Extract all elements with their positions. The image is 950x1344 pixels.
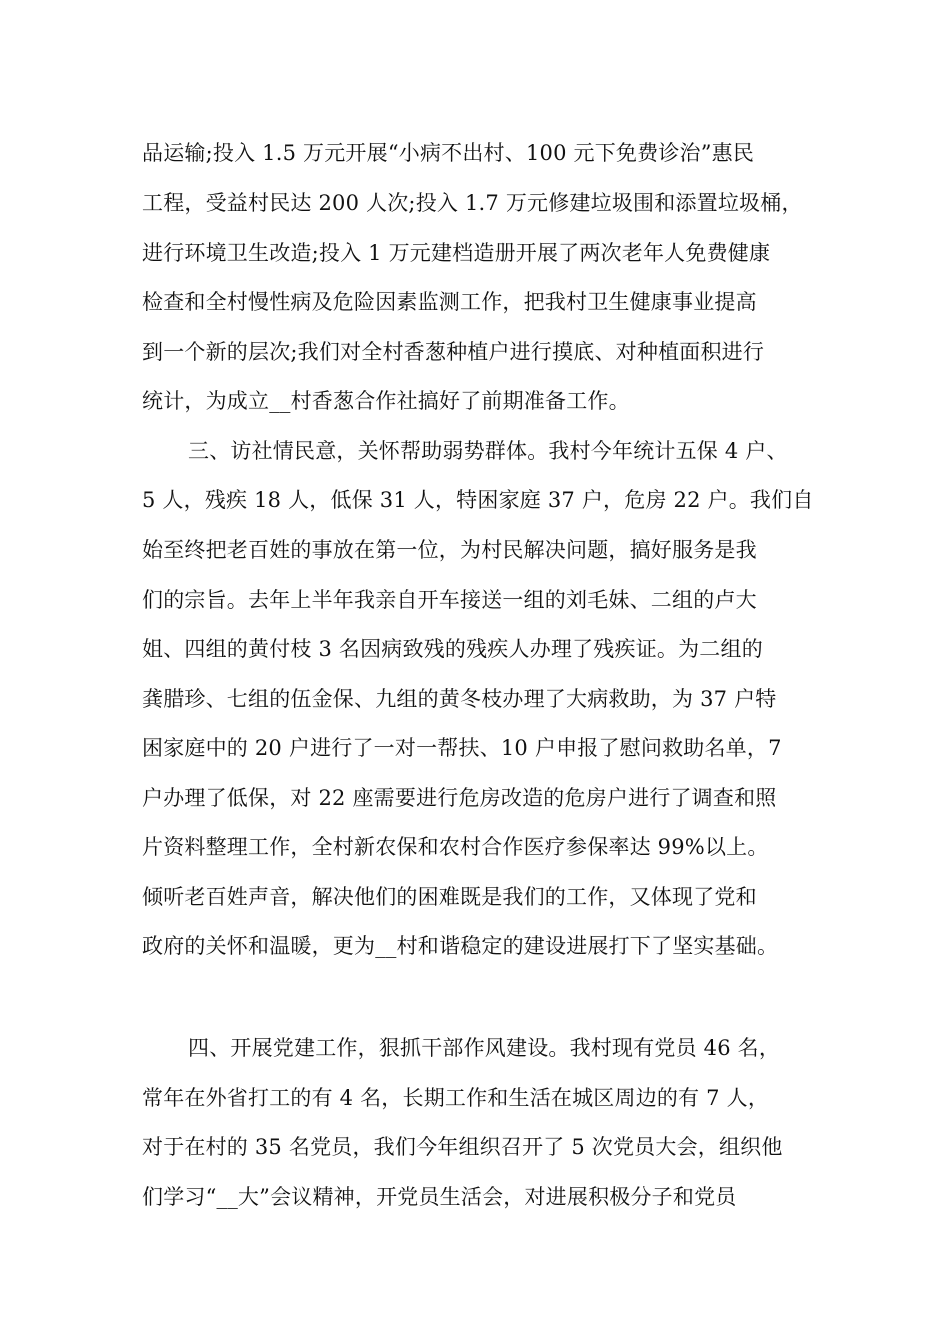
paragraph-2-line-9: 片资料整理工作，全村新农保和农村合作医疗参保率达 99%以上。: [142, 835, 769, 859]
paragraph-2-line-7: 困家庭中的 20 户进行了一对一帮扶、10 户申报了慰问救助名单，7: [142, 736, 782, 760]
paragraph-3-line-1: 四、开展党建工作，狠抓干部作风建设。我村现有党员 46 名，: [188, 1036, 781, 1060]
paragraph-1-line-1: 品运输;投入 1.5 万元开展“小病不出村、100 元下免费诊治”惠民: [142, 141, 755, 165]
paragraph-2-line-10: 倾听老百姓声音，解决他们的困难既是我们的工作，又体现了党和: [142, 885, 757, 909]
paragraph-1-line-2: 工程，受益村民达 200 人次;投入 1.7 万元修建垃圾围和添置垃圾桶，: [142, 191, 803, 215]
paragraph-2-line-3: 始至终把老百姓的事放在第一位，为村民解决问题，搞好服务是我: [142, 538, 757, 562]
paragraph-1-line-4: 检查和全村慢性病及危险因素监测工作，把我村卫生健康事业提高: [142, 290, 757, 314]
paragraph-1-line-6: 统计，为成立__村香葱合作社搞好了前期准备工作。: [142, 389, 630, 413]
paragraph-2-line-4: 们的宗旨。去年上半年我亲自开车接送一组的刘毛妹、二组的卢大: [142, 588, 757, 612]
paragraph-3-line-4: 们学习“__大”会议精神，开党员生活会，对进展积极分子和党员: [142, 1185, 737, 1209]
paragraph-1-line-5: 到一个新的层次;我们对全村香葱种植户进行摸底、对种植面积进行: [142, 340, 765, 364]
paragraph-2-line-11: 政府的关怀和温暖，更为__村和谐稳定的建设进展打下了坚实基础。: [142, 934, 779, 958]
paragraph-3-line-2: 常年在外省打工的有 4 名，长期工作和生活在城区周边的有 7 人，: [142, 1086, 770, 1110]
paragraph-2-line-2: 5 人，残疾 18 人，低保 31 人，特困家庭 37 户，危房 22 户。我们自: [142, 488, 814, 512]
paragraph-2-line-5: 姐、四组的黄付枝 3 名因病致残的残疾人办理了残疾证。为二组的: [142, 637, 763, 661]
paragraph-1-line-3: 进行环境卫生改造;投入 1 万元建档造册开展了两次老年人免费健康: [142, 241, 771, 265]
paragraph-2-line-6: 龚腊珍、七组的伍金保、九组的黄冬枝办理了大病救助，为 37 户特: [142, 687, 777, 711]
paragraph-2-line-8: 户办理了低保，对 22 座需要进行危房改造的危房户进行了调查和照: [142, 786, 777, 810]
paragraph-2-line-1: 三、访社情民意，关怀帮助弱势群体。我村今年统计五保 4 户、: [188, 439, 788, 463]
paragraph-3-line-3: 对于在村的 35 名党员，我们今年组织召开了 5 次党员大会，组织他: [142, 1135, 783, 1159]
